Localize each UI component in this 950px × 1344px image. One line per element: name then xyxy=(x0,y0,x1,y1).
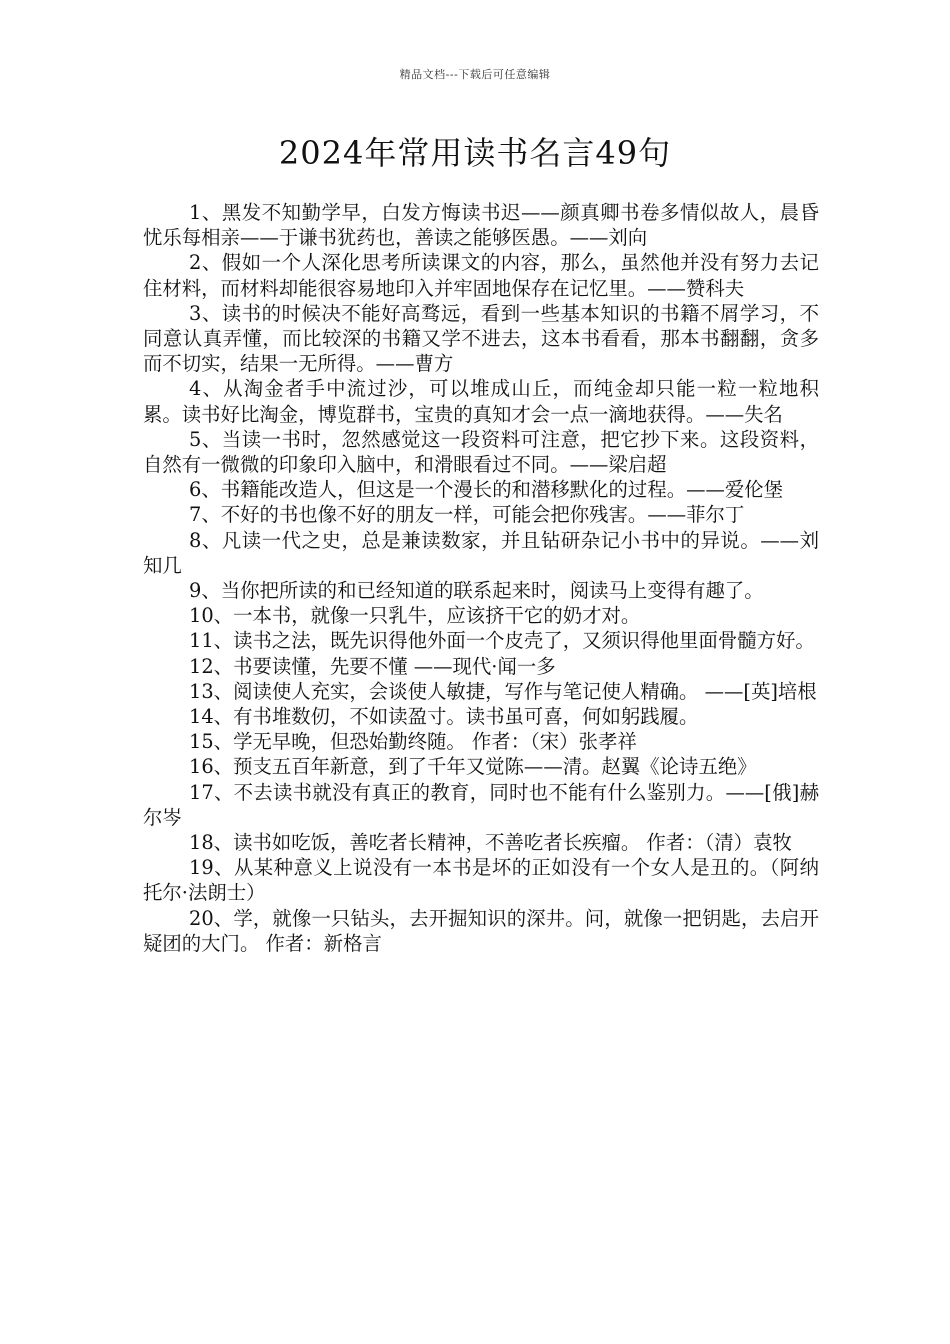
quote-item: 5、当读一书时，忽然感觉这一段资料可注意，把它抄下来。这段资料，自然有一微微的印象印入脑中，和滑眼看过不同。——梁启超 xyxy=(143,427,819,477)
header-note: 精品文档---下载后可任意编辑 xyxy=(399,68,551,81)
quote-item: 1、黑发不知勤学早，白发方悔读书迟——颜真卿书卷多情似故人，晨昏忧乐每相亲——于谦书犹药也，善读之能够医愚。——刘向 xyxy=(143,201,819,250)
quote-item: 15、学无早晚，但恐始勤终随。 作者：（宋）张孝祥 xyxy=(189,730,637,754)
quote-item: 2、假如一个人深化思考所读课文的内容，那么，虽然他并没有努力去记住材料，而材料却能很容易地印入并牢固地保存在记忆里。——赞科夫 xyxy=(143,251,819,300)
document-title: 2024年常用读书名言49句 xyxy=(278,134,672,172)
quote-item: 8、凡读一代之史，总是兼读数家，并且钻研杂记小书中的异说。——刘知几 xyxy=(143,528,819,577)
quote-list xyxy=(143,200,819,956)
quote-item: 6、书籍能改造人，但这是一个漫长的和潜移默化的过程。——爱伦堡 xyxy=(189,478,784,502)
quote-item: 19、从某种意义上说没有一本书是坏的正如没有一个女人是丑的。（阿纳托尔·法朗士） xyxy=(143,856,819,905)
quote-item: 9、当你把所读的和已经知道的联系起来时，阅读马上变得有趣了。 xyxy=(189,579,764,603)
quote-item: 13、阅读使人充实，会谈使人敏捷，写作与笔记使人精确。 ——[英]培根 xyxy=(189,679,817,703)
quote-item: 11、读书之法，既先识得他外面一个皮壳了，又须识得他里面骨髓方好。 xyxy=(189,629,815,653)
quote-item: 20、学，就像一只钻头，去开掘知识的深井。问，就像一把钥匙，去启开疑团的大门。 作者：新格言 xyxy=(143,906,819,955)
quote-item: 3、读书的时候决不能好高骛远，看到一些基本知识的书籍不屑学习，不同意认真弄懂，而比较深的书籍又学不进去，这本书看看，那本书翻翻，贪多而不切实，结果一无所得。——曹方 xyxy=(143,301,819,376)
quote-item: 7、不好的书也像不好的朋友一样，可能会把你残害。——菲尔丁 xyxy=(189,503,745,527)
quote-item: 18、读书如吃饭，善吃者长精神，不善吃者长疾瘤。 作者：（清）袁牧 xyxy=(189,831,792,855)
quote-item: 16、预支五百年新意，到了千年又觉陈——清。赵翼《论诗五绝》 xyxy=(189,755,757,779)
quote-item: 10、一本书，就像一只乳牛，应该挤干它的奶才对。 xyxy=(189,604,641,628)
quote-item: 17、不去读书就没有真正的教育，同时也不能有什么鉴别力。——[俄]赫尔岑 xyxy=(143,780,819,829)
quote-item: 12、书要读懂，先要不懂 ——现代·闻一多 xyxy=(189,654,556,678)
quote-item: 4、从淘金者手中流过沙，可以堆成山丘，而纯金却只能一粒一粒地积累。读书好比淘金，博览群书，宝贵的真知才会一点一滴地获得。——失名 xyxy=(143,377,819,426)
quote-item: 14、有书堆数仞，不如读盈寸。读书虽可喜，何如躬践履。 xyxy=(189,705,699,729)
